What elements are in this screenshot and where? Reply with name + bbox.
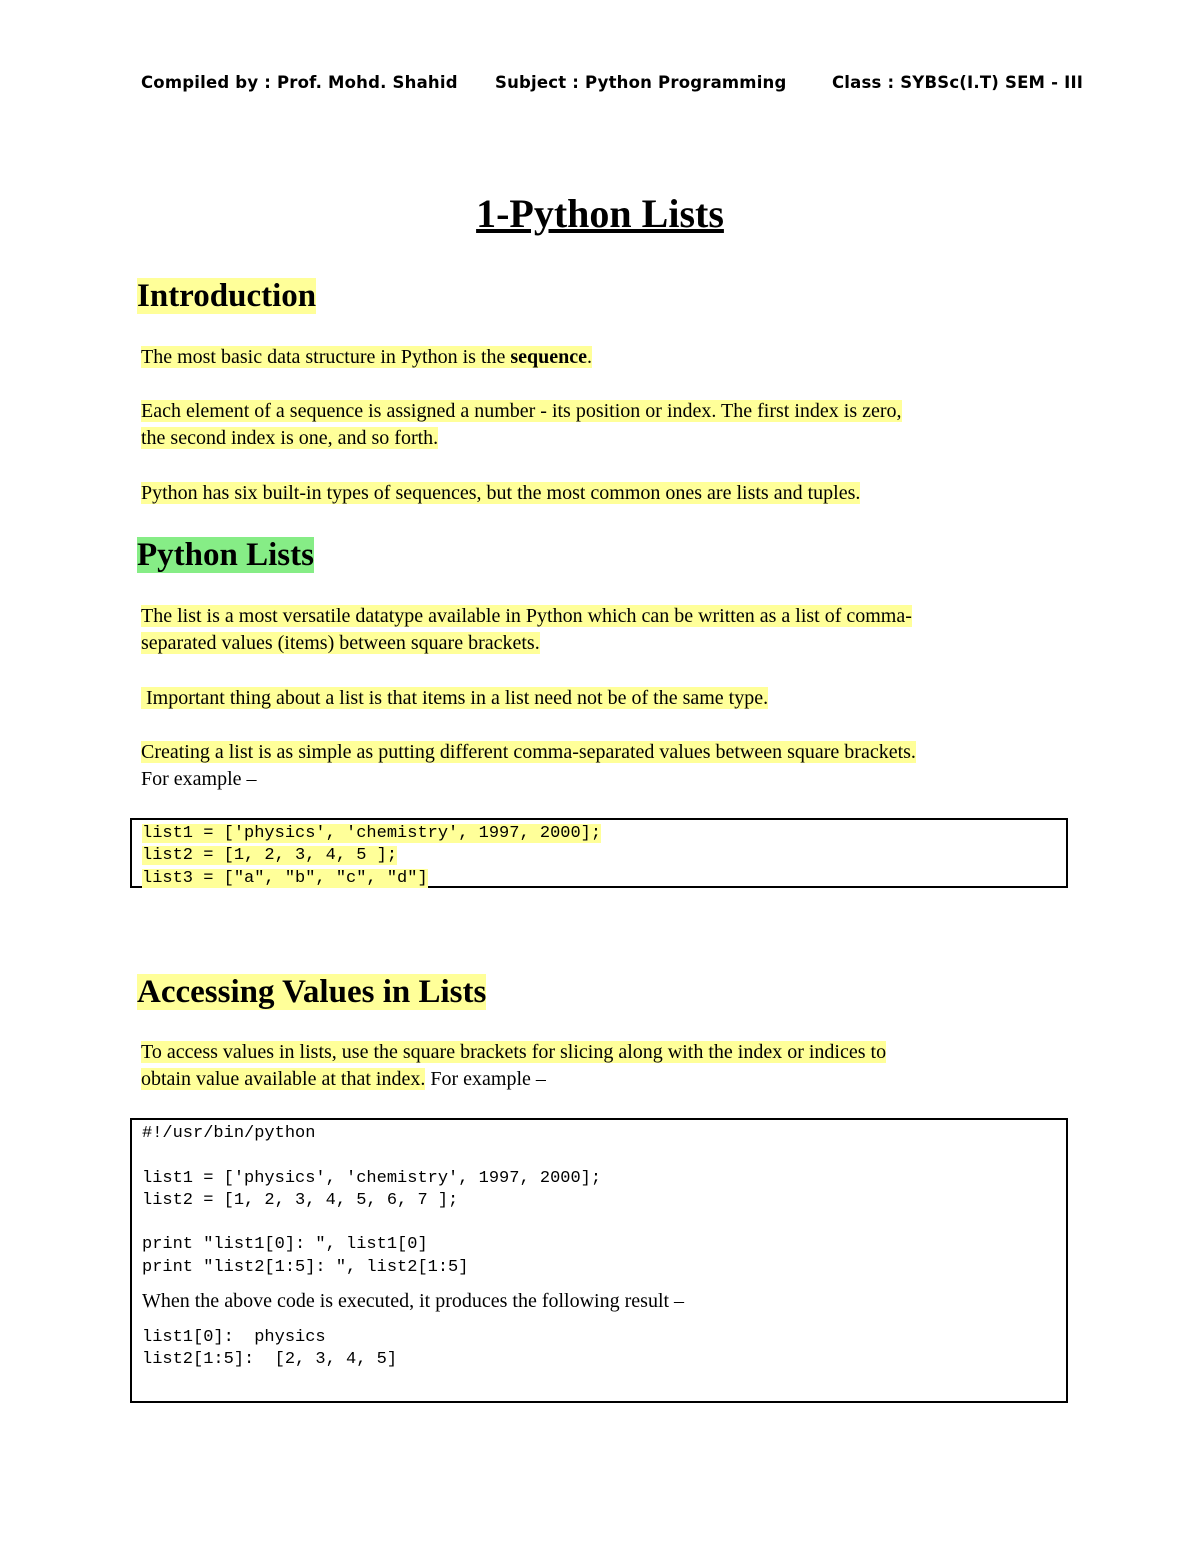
lists-p2-text: Important thing about a list is that items in a list need not be of the same type. — [141, 687, 769, 709]
code-line: list3 = ["a", "b", "c", "d"] — [142, 868, 428, 888]
python-lists-heading-text: Python Lists — [137, 537, 314, 573]
code-line: list1 = ['physics', 'chemistry', 1997, 2000]; — [142, 824, 602, 843]
accessing-heading-text: Accessing Values in Lists — [137, 974, 487, 1010]
code-line: list1 = ['physics', 'chemistry', 1997, 2000]; — [142, 1168, 602, 1188]
accessing-p1-line2-highlight: obtain value available at that index. — [141, 1068, 426, 1090]
code-line: #!/usr/bin/python — [142, 1124, 316, 1143]
intro-p1-text: The most basic data structure in Python is the — [141, 346, 511, 368]
lists-p1-line1: The list is a most versatile datatype available in Python which can be written as a list of comma- — [141, 605, 912, 627]
intro-paragraph-3 — [141, 480, 860, 507]
lists-paragraph-1 — [141, 603, 912, 657]
code-line: list2 = [1, 2, 3, 4, 5, 6, 7 ]; — [142, 1190, 459, 1210]
subject: Subject : Python Programming — [495, 73, 787, 92]
code-line: print "list2[1:5]: ", list2[1:5] — [142, 1257, 469, 1277]
introduction-heading-text: Introduction — [137, 278, 317, 314]
lists-p3-line1: Creating a list is as simple as putting different comma-separated values between square brackets. — [141, 741, 916, 763]
intro-p1-end: . — [587, 346, 593, 368]
lists-p3-line2: For example – — [141, 768, 257, 790]
accessing-p1-line2-rest: For example – — [425, 1068, 546, 1090]
page-title: 1-Python Lists — [476, 191, 724, 236]
intro-paragraph-2 — [141, 398, 902, 452]
intro-p2-line2: the second index is one, and so forth. — [141, 427, 439, 449]
code-line: print "list1[0]: ", list1[0] — [142, 1235, 428, 1255]
accessing-heading — [137, 973, 486, 1011]
output-lines — [142, 1327, 1056, 1372]
output-line: list1[0]: physics — [142, 1328, 326, 1348]
compiled-by: Compiled by : Prof. Mohd. Shahid — [141, 73, 458, 92]
intro-paragraph-1 — [141, 344, 592, 371]
code-lines — [142, 823, 1056, 890]
code-block-accessing — [130, 1118, 1068, 1403]
class-info: Class : SYBSc(I.T) SEM - III — [832, 73, 1084, 92]
code-line: list2 = [1, 2, 3, 4, 5 ]; — [142, 846, 398, 866]
python-lists-heading — [137, 536, 314, 574]
code-block-list-creation — [130, 818, 1068, 888]
lists-paragraph-3 — [141, 739, 916, 793]
lists-p1-line2: separated values (items) between square brackets. — [141, 632, 540, 654]
lists-paragraph-2 — [141, 685, 768, 712]
accessing-paragraph — [141, 1039, 886, 1093]
code-lines — [142, 1123, 1056, 1279]
accessing-p1-line1: To access values in lists, use the square brackets for slicing along with the index or indices to — [141, 1041, 887, 1063]
intro-p3-text: Python has six built-in types of sequences, but the most common ones are lists and tuples. — [141, 482, 861, 504]
introduction-heading — [137, 277, 316, 315]
intro-p2-line1: Each element of a sequence is assigned a number - its position or index. The first index is zero, — [141, 400, 902, 422]
result-description: When the above code is executed, it produces the following result – — [142, 1290, 685, 1313]
intro-p1-bold: sequence — [510, 346, 588, 368]
output-line: list2[1:5]: [2, 3, 4, 5] — [142, 1350, 398, 1370]
